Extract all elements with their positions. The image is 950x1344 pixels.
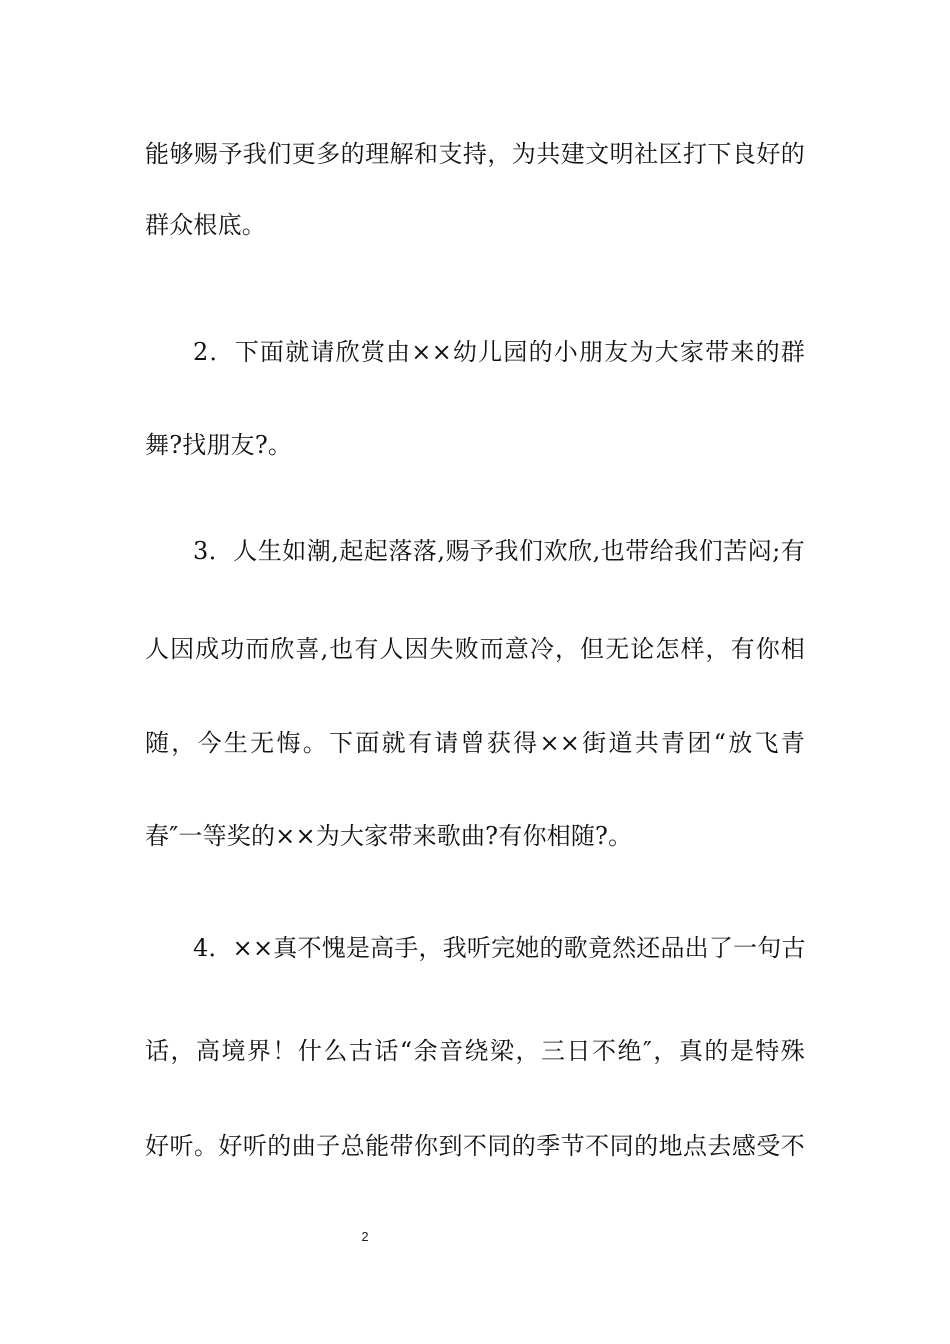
text-line: 舞?找朋友?。 [145, 431, 293, 459]
text-line: 话，高境界！什么古话“余音绕梁，三日不绝″，真的是特殊 [145, 1037, 805, 1065]
text-line: 春″一等奖的××为大家带来歌曲?有你相随?。 [145, 822, 633, 850]
text-line: 2．下面就请欣赏由××幼儿园的小朋友为大家带来的群 [193, 338, 805, 366]
page-number: 2 [361, 1229, 369, 1244]
text-line: 随，今生无悔。下面就有请曾获得××街道共青团“放飞青 [145, 729, 805, 757]
text-line: 群众根底。 [145, 211, 266, 239]
text-line: 好听。好听的曲子总能带你到不同的季节不同的地点去感受不 [145, 1132, 805, 1160]
text-line: 4．××真不愧是高手，我听完她的歌竟然还品出了一句古 [193, 934, 806, 962]
text-line: 3．人生如潮,起起落落,赐予我们欢欣,也带给我们苦闷;有 [193, 537, 805, 565]
text-line: 能够赐予我们更多的理解和支持，为共建文明社区打下良好的 [145, 140, 805, 168]
text-line: 人因成功而欣喜,也有人因失败而意冷，但无论怎样，有你相 [145, 635, 805, 663]
